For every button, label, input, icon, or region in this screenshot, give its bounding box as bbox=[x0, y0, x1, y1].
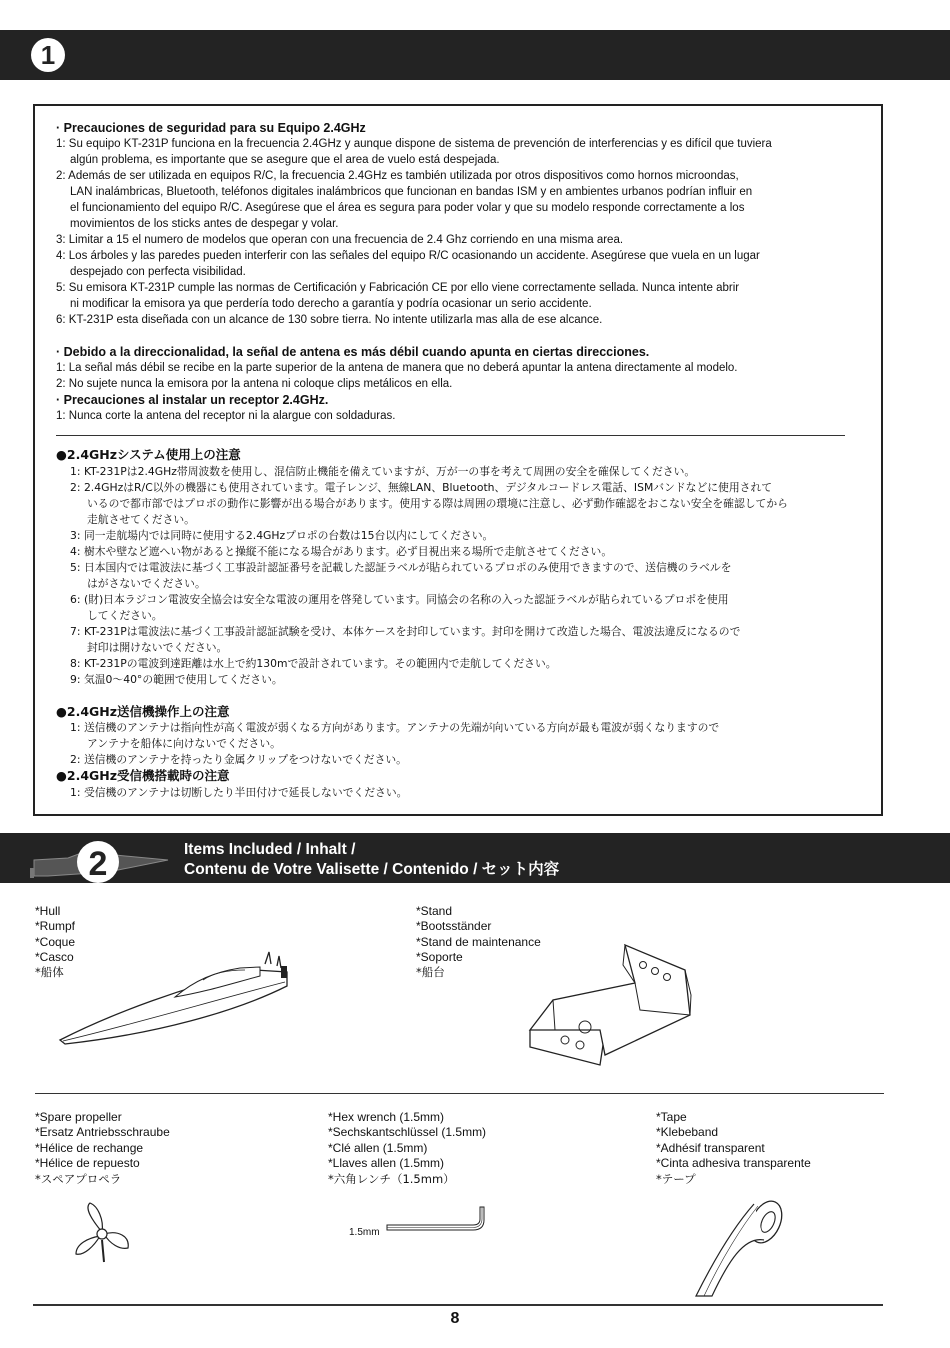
es-line: 2: No sujete nunca la emisora por la antena ni coloque clips metálicos en ella. bbox=[56, 378, 453, 390]
tape-label-fr: *Adhésif transparent bbox=[656, 1141, 765, 1155]
tape-roll-icon bbox=[688, 1192, 788, 1300]
divider bbox=[35, 1093, 884, 1094]
jp-line: 1: 受信機のアンテナは切断したり半田付けで延長しないでください。 bbox=[70, 786, 408, 799]
es-line: 2: Además de ser utilizada en equipos R/C, la frecuencia 2.4GHz es también utilizada por otros dispositivos como hornos microondas, bbox=[56, 170, 739, 182]
es-line: algún problema, es importante que se asegure que el area de vuelo está despejada. bbox=[70, 154, 500, 166]
stand-icon bbox=[525, 935, 705, 1075]
es-line: 6: KT-231P esta diseñada con un alcance de 130 sobre tierra. No intente utilizarla mas alla de ese alcance. bbox=[56, 314, 603, 326]
jp-heading-receiver: ●2.4GHz受信機搭載時の注意 bbox=[56, 768, 230, 783]
propeller-label-fr: *Hélice de rechange bbox=[35, 1141, 144, 1155]
jp-line: 9: 気温0〜40°の範囲で使用してください。 bbox=[70, 673, 283, 686]
jp-line: 2: 2.4GHzはR/C以外の機器にも使用されています。電子レンジ、無線LAN、Bluetooth、デジタルコードレス電話、ISMバンドなどに使用されて bbox=[70, 481, 773, 494]
hex-wrench-icon bbox=[385, 1205, 485, 1235]
tape-label-es: *Cinta adhesiva transparente bbox=[656, 1156, 811, 1170]
propeller-icon bbox=[72, 1200, 134, 1266]
es-heading-safety: · Precauciones de seguridad para su Equipo 2.4GHz bbox=[56, 121, 366, 135]
hull-label-fr: *Coque bbox=[35, 935, 76, 949]
section-2-number: 2 bbox=[88, 845, 108, 883]
stand-label-jp: *船台 bbox=[416, 965, 445, 979]
jp-line: 8: KT-231Pの電波到達距離は水上で約130mで設計されています。その範囲内で走航してください。 bbox=[70, 657, 557, 670]
wrench-label-en: *Hex wrench (1.5mm) bbox=[328, 1110, 445, 1124]
stand-label-de: *Bootsständer bbox=[416, 919, 492, 933]
jp-line: 1: KT-231Pは2.4GHz帯周波数を使用し、混信防止機能を備えていますが、万が一の事を考えて周囲の安全を確保してください。 bbox=[70, 465, 696, 478]
es-line: 5: Su emisora KT-231P cumple las normas de Certificación y Fabricación CE por ello viene correctamente sellada. Nunca intente abrir bbox=[56, 282, 740, 294]
wrench-label-jp: *六角レンチ（1.5mm） bbox=[328, 1172, 455, 1186]
stand-label-fr: *Stand de maintenance bbox=[416, 935, 541, 949]
boat-logo-icon bbox=[28, 838, 178, 884]
jp-line: 5: 日本国内では電波法に基づく工事設計認証番号を記載した認証ラベルが貼られているプロポのみ使用できますので、送信機のラベルを bbox=[70, 561, 732, 574]
section-2-title bbox=[184, 840, 559, 880]
tape-label-jp: *テープ bbox=[656, 1172, 696, 1186]
jp-line: 4: 樹木や壁など遮へい物があると操縦不能になる場合があります。必ず目視出来る場所で走航させてください。 bbox=[70, 545, 613, 558]
jp-heading-system: ●2.4GHzシステム使用上の注意 bbox=[56, 447, 241, 462]
jp-line: してください。 bbox=[87, 609, 163, 622]
hull-label-de: *Rumpf bbox=[35, 919, 76, 933]
es-line: 4: Los árboles y las paredes pueden interferir con las señales del equipo R/C ocasionando un accidente. Asegúrese que vuela en un lugar bbox=[56, 250, 760, 262]
es-line: 3: Limitar a 15 el numero de modelos que operan con una frecuencia de 2.4 Ghz corriendo en una misma area. bbox=[56, 234, 624, 246]
jp-line: 7: KT-231Pは電波法に基づく工事設計認証試験を受け、本体ケースを封印しています。封印を開けて改造した場合、電波法違反になるので bbox=[70, 625, 741, 638]
es-line: 1: Nunca corte la antena del receptor ni la alargue con soldaduras. bbox=[56, 410, 396, 422]
jp-line: 6: (財)日本ラジコン電波安全協会は安全な電波の運用を啓発しています。同協会の名称の入った認証ラベルが貼られているプロポを使用 bbox=[70, 593, 729, 606]
jp-line: 3: 同一走航場内では同時に使用する2.4GHzプロポの台数は15台以内にしてください。 bbox=[70, 529, 494, 542]
wrench-size-label: 1.5mm bbox=[349, 1227, 380, 1238]
jp-line: 2: 送信機のアンテナを持ったり金属クリップをつけないでください。 bbox=[70, 753, 407, 766]
section-2-title-line1: Items Included / Inhalt / bbox=[184, 841, 356, 858]
es-heading-antenna: · Debido a la direccionalidad, la señal de antena es más débil cuando apunta en ciertas direcciones. bbox=[56, 345, 650, 359]
hull-icon bbox=[55, 942, 305, 1047]
propeller-label-en: *Spare propeller bbox=[35, 1110, 122, 1124]
es-line: ni modificar la emisora ya que perdería todo derecho a garantía y podría ocasionar un serio accidente. bbox=[70, 298, 592, 310]
jp-line: 走航させてください。 bbox=[87, 513, 195, 526]
stand-label-en: *Stand bbox=[416, 904, 453, 918]
jp-line: いるので都市部ではプロポの動作に影響が出る場合があります。使用する際は周囲の環境に注意し、必ず動作確認をおこない安全を確認してから bbox=[87, 497, 788, 510]
es-line: 1: La señal más débil se recibe en la parte superior de la antena de manera que no deberá apuntar la antena directamente al modelo. bbox=[56, 362, 738, 374]
es-line: 1: Su equipo KT-231P funciona en la frecuencia 2.4GHz y aunque dispone de sistema de prevención de interferencias y es difícil que tuviera bbox=[56, 138, 772, 150]
wrench-label-es: *Llaves allen (1.5mm) bbox=[328, 1156, 445, 1170]
wrench-label-fr: *Clé allen (1.5mm) bbox=[328, 1141, 428, 1155]
wrench-label-de: *Sechskantschlüssel (1.5mm) bbox=[328, 1125, 487, 1139]
hull-label-es: *Casco bbox=[35, 950, 74, 964]
stand-label-es: *Soporte bbox=[416, 950, 463, 964]
footer-divider bbox=[33, 1304, 883, 1306]
es-line: movimientos de los sticks antes de despegar y volar. bbox=[70, 218, 339, 230]
hull-label-jp: *船体 bbox=[35, 965, 64, 979]
es-heading-receiver: · Precauciones al instalar un receptor 2.4GHz. bbox=[56, 393, 329, 407]
divider bbox=[56, 435, 845, 436]
hull-label-en: *Hull bbox=[35, 904, 61, 918]
section-1-number: 1 bbox=[31, 38, 65, 72]
es-line: LAN inalámbricas, Bluetooth, teléfonos digitales inalámbricos que funcionan en bandas ISM y en ambientes urbanos podrían influir en bbox=[70, 186, 753, 198]
section-1-header bbox=[0, 30, 950, 80]
jp-line: アンテナを船体に向けないでください。 bbox=[87, 737, 281, 750]
propeller-label-es: *Hélice de repuesto bbox=[35, 1156, 140, 1170]
es-line: el funcionamiento del equipo R/C. Asegúrese que el área es segura para poder volar y que su modelo responde correctamente a los bbox=[70, 202, 745, 214]
section-2-title-line2: Contenu de Votre Valisette / Contenido / セット内容 bbox=[184, 861, 560, 878]
tape-label-de: *Klebeband bbox=[656, 1125, 719, 1139]
jp-line: 1: 送信機のアンテナは指向性が高く電波が弱くなる方向があります。アンテナの先端が向いている方向が最も電波が弱くなりますので bbox=[70, 721, 720, 734]
jp-line: はがさないでください。 bbox=[87, 577, 206, 590]
es-line: despejado con perfecta visibilidad. bbox=[70, 266, 246, 278]
jp-heading-transmitter: ●2.4GHz送信機操作上の注意 bbox=[56, 704, 230, 719]
propeller-label-jp: *スペアプロペラ bbox=[35, 1172, 122, 1186]
tape-label-en: *Tape bbox=[656, 1110, 687, 1124]
page-number: 8 bbox=[450, 1310, 460, 1327]
propeller-label-de: *Ersatz Antriebsschraube bbox=[35, 1125, 170, 1139]
jp-line: 封印は開けないでください。 bbox=[87, 641, 228, 654]
